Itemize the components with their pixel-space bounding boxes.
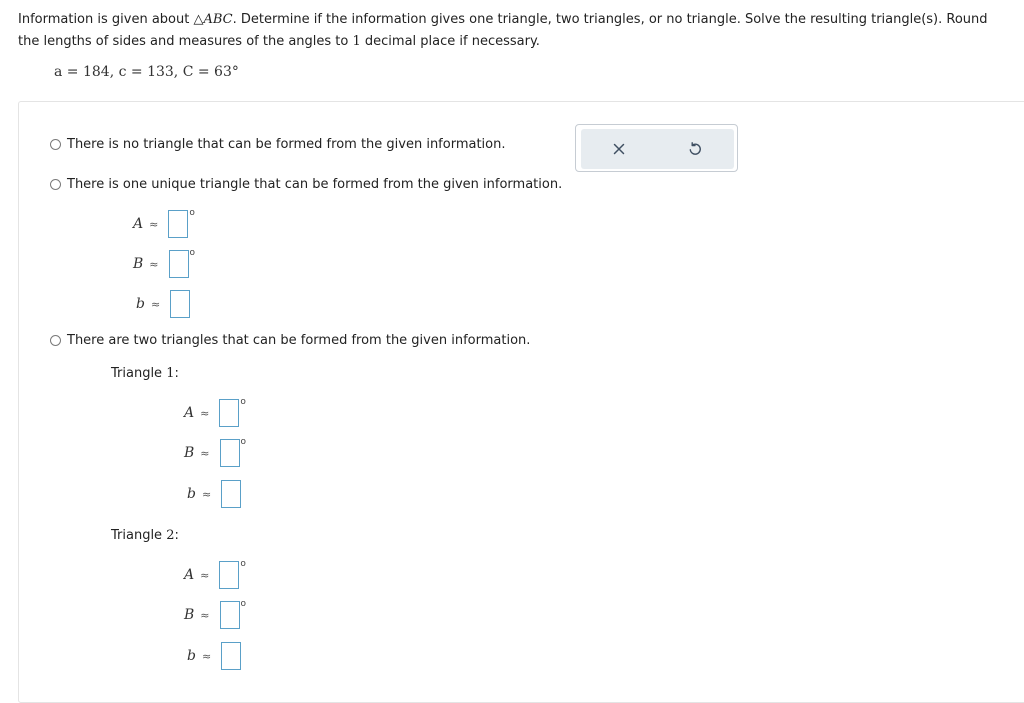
option-one-triangle-label: There is one unique triangle that can be formed from the given information. <box>67 177 563 192</box>
question-prompt: Information is given about △ABC. Determine if the information gives one triangle, two triangles, or no triangle. Solve the resulting triangle(s). Round the lengths of sides and measures of the angles to 1 decimal place if necessary. <box>18 12 988 49</box>
t1-B-row: B ≈ o <box>184 437 246 469</box>
option-two-triangles[interactable] <box>50 333 530 348</box>
t2-A-row: A ≈ o <box>184 559 246 591</box>
t2-B-row: B ≈ o <box>184 599 246 631</box>
x-icon <box>613 143 625 155</box>
t1-b-row: b ≈ <box>187 478 241 510</box>
option-no-triangle[interactable] <box>50 137 506 152</box>
t1-angle-B-input[interactable] <box>220 439 240 467</box>
one-angle-A-input[interactable] <box>168 210 188 238</box>
t1-A-row: A ≈ o <box>184 397 246 429</box>
one-angle-B-input[interactable] <box>169 250 189 278</box>
triangle-2-label: Triangle 2: <box>111 528 179 543</box>
given-values: a = 184, c = 133, C = 63° <box>54 64 239 80</box>
triangle-symbol: △ <box>193 12 204 27</box>
radio-no-triangle[interactable] <box>50 139 61 150</box>
t2-angle-A-input[interactable] <box>219 561 239 589</box>
t1-side-b-input[interactable] <box>221 480 241 508</box>
triangle-1-label: Triangle 1: <box>111 366 179 381</box>
reset-button[interactable] <box>657 129 733 169</box>
answer-toolbar <box>575 124 738 172</box>
undo-icon <box>688 142 702 156</box>
t2-side-b-input[interactable] <box>221 642 241 670</box>
toolbar-inner <box>581 129 734 169</box>
one-b-row: b ≈ <box>136 288 190 320</box>
triangle-name: ABC <box>203 12 233 27</box>
t2-angle-B-input[interactable] <box>220 601 240 629</box>
one-A-row: A ≈ o <box>133 208 195 240</box>
one-B-row: B ≈ o <box>133 248 195 280</box>
option-two-triangles-label: There are two triangles that can be formed from the given information. <box>67 333 531 348</box>
radio-two-triangles[interactable] <box>50 335 61 346</box>
clear-button[interactable] <box>581 129 657 169</box>
t1-angle-A-input[interactable] <box>219 399 239 427</box>
t2-b-row: b ≈ <box>187 640 241 672</box>
option-no-triangle-label: There is no triangle that can be formed from the given information. <box>67 137 506 152</box>
one-side-b-input[interactable] <box>170 290 190 318</box>
option-one-triangle[interactable] <box>50 177 562 192</box>
radio-one-triangle[interactable] <box>50 179 61 190</box>
